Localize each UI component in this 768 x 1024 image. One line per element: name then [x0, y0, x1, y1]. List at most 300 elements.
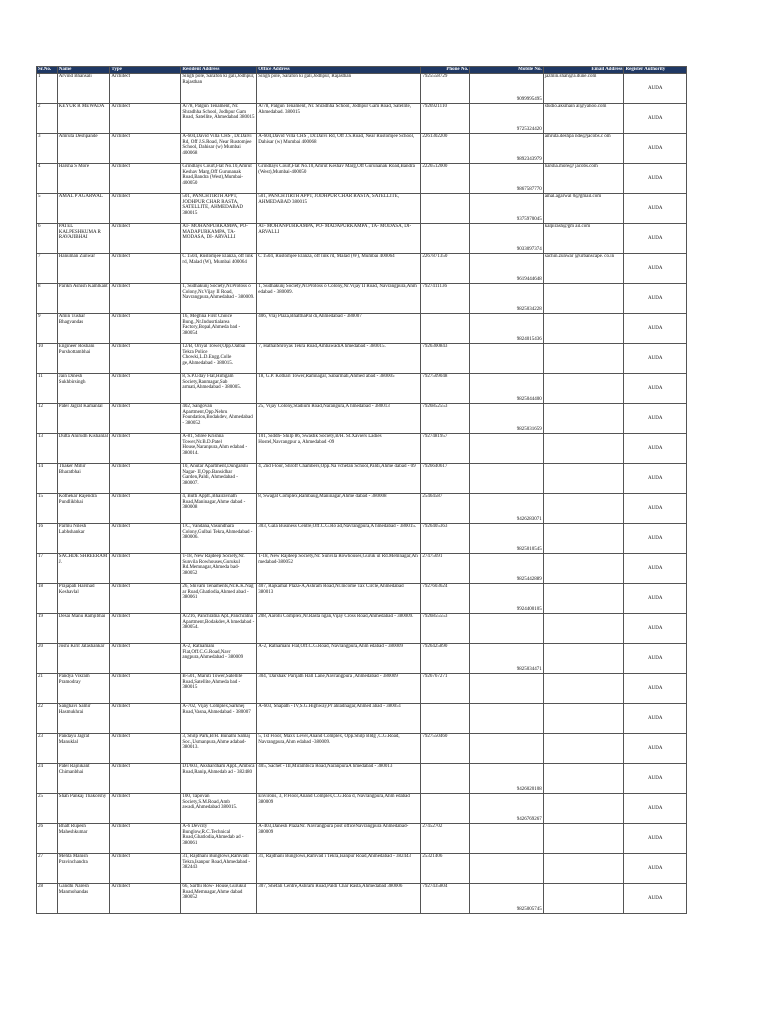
- cell-resident-address: 501, PANCHTIRTH APPT, JODHPUR CHAR RASTA, SATELLITE, AHMEDABAD 380015: [181, 194, 257, 224]
- cell-register-authority: AUDA: [624, 734, 687, 764]
- mobile-value: 9825010545: [516, 547, 542, 553]
- cell-email: kalpirash@gm ail.com: [543, 224, 624, 254]
- cell-mobile: [470, 224, 543, 254]
- cell-mobile: [470, 404, 543, 434]
- table-row: [37, 704, 687, 734]
- cell-register-authority: AUDA: [624, 164, 687, 194]
- cell-mobile: [470, 824, 543, 854]
- cell-register-authority: AUDA: [624, 794, 687, 824]
- cell-register-authority: AUDA: [624, 284, 687, 314]
- cell-name: Parikh Ashish Kamlkant: [57, 284, 110, 314]
- cell-email: [543, 674, 624, 704]
- table-row: [37, 644, 687, 674]
- cell-phone: 25321406: [421, 854, 470, 884]
- cell-phone: 25464587: [421, 494, 470, 524]
- cell-type: Architect: [110, 884, 181, 914]
- cell-name: Joshi Kirit Jatashankar: [57, 644, 110, 674]
- mobile-value: 9825031659: [516, 427, 542, 433]
- cell-mobile: [470, 734, 543, 764]
- cell-resident-address: 402, Sangovan Apartment,Opp.Nehru Foundation,Bodakdev, Ahmedabad - 380052: [181, 404, 257, 434]
- cell-name: Mehta Manish Pravinchandra: [57, 854, 110, 884]
- cell-sr-no: 22: [37, 704, 58, 734]
- cell-name: Gandhi Naresh Manmohandas: [57, 884, 110, 914]
- cell-office-address: 407, Rajkamal Plaza-A,Ashram Road,Nr.Income Tax Circle,Ahmedabad 380013: [257, 584, 421, 614]
- cell-type: Architect: [110, 194, 181, 224]
- cell-phone: 7927603624: [421, 584, 470, 614]
- cell-register-authority: AUDA: [624, 254, 687, 284]
- cell-resident-address: D1/603, Akshardham Appt.,Ambica Road,Ranip,Ahmedab ad - 382480: [181, 764, 257, 794]
- cell-type: Architect: [110, 584, 181, 614]
- table-row: [37, 104, 687, 134]
- table-row: [37, 74, 687, 104]
- cell-type: Architect: [110, 254, 181, 284]
- cell-name: Desai Manu Ramjibhai: [57, 614, 110, 644]
- cell-sr-no: 9: [37, 314, 58, 344]
- cell-mobile: [470, 74, 543, 104]
- cell-phone: 7927550460: [421, 734, 470, 764]
- header-resident-address: Resident Address: [181, 67, 257, 74]
- cell-office-address: 5, 1st Floor, Maxx Level,Anand Complex, Opp.Shilp Bldg ,C.G.Road, Navrangpura,Ahm edabad -380009.: [257, 734, 421, 764]
- cell-email: [543, 494, 624, 524]
- cell-sr-no: 16: [37, 524, 58, 554]
- mobile-value: 9033097374: [516, 247, 542, 253]
- cell-type: Architect: [110, 794, 181, 824]
- cell-resident-address: 8, S.P.Uday Flat,Himgam Society,Ranmagar,Sab armati,Ahmedabad - 380005.: [181, 374, 257, 404]
- table-row: [37, 554, 687, 584]
- cell-register-authority: AUDA: [624, 374, 687, 404]
- cell-register-authority: AUDA: [624, 134, 687, 164]
- cell-resident-address: A-6 Devcity Bunglow,R.C.Technical Road,Ghatlodia,Ahmedab ad - 380061: [181, 824, 257, 854]
- cell-phone: 7926921110: [421, 104, 470, 134]
- cell-name: Pandya Vikram Pramodray: [57, 674, 110, 704]
- cell-phone: 7927411136: [421, 284, 470, 314]
- cell-resident-address: A-2, Ratnamani Flat,Off.C.G.Road,Navr angpura,Ahmedabad - 380009: [181, 644, 257, 674]
- cell-register-authority: AUDA: [624, 464, 687, 494]
- cell-register-authority: AUDA: [624, 764, 687, 794]
- cell-register-authority: AUDA: [624, 524, 687, 554]
- cell-name: Amruta Deshpande: [57, 134, 110, 164]
- cell-type: Architect: [110, 674, 181, 704]
- cell-name: Patel Jagrat Kamanlal: [57, 404, 110, 434]
- table-row: [37, 434, 687, 464]
- cell-resident-address: 26, Shivam Tenaments,Nr.K.K.Nag ar Road,Ghatlodia,Ahmed abad - 380061: [181, 584, 257, 614]
- cell-mobile: [470, 764, 543, 794]
- cell-type: Architect: [110, 464, 181, 494]
- cell-mobile: [470, 254, 543, 284]
- cell-phone: 7926405363: [421, 524, 470, 554]
- cell-office-address: T-18, New Rajdeep Society,Nr. Sunvila Rowhouses,Guruk ul Rd.Memnagar,Ah medabad-380052: [257, 554, 421, 584]
- cell-register-authority: AUDA: [624, 194, 687, 224]
- cell-sr-no: 10: [37, 344, 58, 374]
- cell-type: Architect: [110, 734, 181, 764]
- cell-office-address: 101, Siddh- Shilp 86, Swastik Society,B/H. St.Xaviers Ladies Hostel,Navrangpur a, Ahmedabad -09: [257, 434, 421, 464]
- cell-resident-address: 16, Meghna First Choice Bung.,Nr.Indusrtialarea Factory,Bopal,Ahmeda bad - 380054: [181, 314, 257, 344]
- cell-type: Architect: [110, 854, 181, 884]
- cell-name: Hanuman Zunwar: [57, 254, 110, 284]
- cell-type: Architect: [110, 344, 181, 374]
- cell-email: [543, 644, 624, 674]
- cell-sr-no: 19: [37, 614, 58, 644]
- table-row: [37, 284, 687, 314]
- table-row: [37, 734, 687, 764]
- cell-name: PATEL KALPESHKUMA R RAVAJIBHAI: [57, 224, 110, 254]
- cell-name: Sanghavi Samir Hasmukhrai: [57, 704, 110, 734]
- cell-sr-no: 6: [37, 224, 58, 254]
- cell-name: Amin Tushar Bhagvandas: [57, 314, 110, 344]
- table-row: [37, 884, 687, 914]
- cell-register-authority: AUDA: [624, 644, 687, 674]
- table-row: [37, 794, 687, 824]
- header-mobile: Mobile No.: [470, 67, 543, 74]
- cell-mobile: [470, 164, 543, 194]
- cell-register-authority: AUDA: [624, 224, 687, 254]
- cell-name: Dutta Anirudh Kishanlal: [57, 434, 110, 464]
- mobile-value: 9619444648: [516, 277, 542, 283]
- cell-name: Patel Rajnikant Chimanbhai: [57, 764, 110, 794]
- cell-type: Architect: [110, 704, 181, 734]
- cell-sr-no: 23: [37, 734, 58, 764]
- cell-register-authority: AUDA: [624, 824, 687, 854]
- cell-register-authority: AUDA: [624, 614, 687, 644]
- cell-name: Jain Dinesh Sukhbirsingh: [57, 374, 110, 404]
- cell-sr-no: 21: [37, 674, 58, 704]
- cell-resident-address: 100, Tapovan Society,S.M.Road,Amb awadi,Ahmedabad 380015.: [181, 794, 257, 824]
- cell-office-address: 4, 2nd Floor, Shroff Chambers,Opp.Na vchetan School,Paldi,Ahme dabad - 09: [257, 464, 421, 494]
- table-row: [37, 194, 687, 224]
- table-row: [37, 824, 687, 854]
- mobile-value: 9824015436: [516, 337, 542, 343]
- cell-email: [543, 344, 624, 374]
- cell-sr-no: 12: [37, 404, 58, 434]
- cell-mobile: [470, 584, 543, 614]
- cell-sr-no: 3: [37, 134, 58, 164]
- mobile-value: 9375970045: [516, 217, 542, 223]
- cell-name: Parmu Nilesh Labhshankar: [57, 524, 110, 554]
- cell-name: Harsha S More: [57, 164, 110, 194]
- architect-register-sheet: [36, 66, 687, 914]
- table-row: [37, 524, 687, 554]
- table-row: [37, 164, 687, 194]
- cell-mobile: [470, 464, 543, 494]
- cell-name: Thaker Mihir Bharatbhai: [57, 464, 110, 494]
- header-office-address: Office Address: [257, 67, 421, 74]
- cell-phone: [421, 764, 470, 794]
- cell-office-address: A/78, Palgun Tenament, Nr. Shradhha School, Jodhpur Gam Road, Satellite, Ahmedabad. 380015: [257, 104, 421, 134]
- table-row: [37, 464, 687, 494]
- mobile-value: 9825044400: [516, 397, 542, 403]
- cell-phone: 2261302200: [421, 134, 470, 164]
- cell-register-authority: AUDA: [624, 884, 687, 914]
- header-email: Email Address: [543, 67, 624, 74]
- cell-office-address: Grindlays Court,Flat No.10,Amrut Keshav Marg,Off Gurunanak Road,Bandra (West),Mumbai-400050: [257, 164, 421, 194]
- cell-resident-address: 10, Anutar Apartment,Dungarshi Nagar- II,Opp.Bansidhar Garden,Paldi, Ahmedabad - 380007.: [181, 464, 257, 494]
- cell-mobile: [470, 854, 543, 884]
- cell-type: Architect: [110, 644, 181, 674]
- cell-name: AMAL P AGARWAL: [57, 194, 110, 224]
- cell-email: [543, 554, 624, 584]
- cell-office-address: A-403,Danesh PlazaNr. Navrangpura post officeNavrangpura Ahmedabad- 380009: [257, 824, 421, 854]
- cell-email: amruta.deshpa nde@jacobs.c om: [543, 134, 624, 164]
- table-row: [37, 674, 687, 704]
- cell-resident-address: 1/C, Vandana,Vasundhara Colony,Gulbai Tekra,Ahmedabad - 380006.: [181, 524, 257, 554]
- cell-type: Architect: [110, 824, 181, 854]
- cell-resident-address: A-604,David Villa CHS , Dr.Dalvi Rd, Off J.S.Road, Near Rustomjee School, Dahisar (w) Mumbai 400068: [181, 134, 257, 164]
- cell-office-address: 25, Vijay Colony,Stadium Road,Narangura,A hmedabad - 380013: [257, 404, 421, 434]
- mobile-value: 9426020108: [516, 787, 542, 793]
- cell-email: [543, 734, 624, 764]
- cell-type: Architect: [110, 434, 181, 464]
- cell-email: [543, 794, 624, 824]
- cell-mobile: [470, 314, 543, 344]
- mobile-value: 9867587770: [516, 187, 542, 193]
- mobile-value: 9825442889: [516, 577, 542, 583]
- mobile-value: 9825034228: [516, 307, 542, 313]
- cell-type: Architect: [110, 104, 181, 134]
- cell-type: Architect: [110, 554, 181, 584]
- cell-email: [543, 314, 624, 344]
- cell-type: Architect: [110, 404, 181, 434]
- cell-name: Bhatt Rupesh Maheshkumar: [57, 824, 110, 854]
- cell-phone: 7926640617: [421, 464, 470, 494]
- mobile-value: 9825034471: [516, 667, 542, 673]
- cell-office-address: 31, Rajdhani Bunglows,Ramvad i Tekra,Isanpur Road,Ahmedabad - 382443: [257, 854, 421, 884]
- cell-office-address: AT- MOHANPURKAMPA, PO- MADAPURKAMPA , TA- MODASA, DI- ARVALLI: [257, 224, 421, 254]
- cell-office-address: A-603, Shapath - IV,S.G.Highway,Pr ahladnagar,Ahmed abad - 380051: [257, 704, 421, 734]
- table-row: [37, 134, 687, 164]
- cell-sr-no: 1: [37, 74, 58, 104]
- cell-type: Architect: [110, 224, 181, 254]
- cell-sr-no: 13: [37, 434, 58, 464]
- cell-office-address: 303, Gala Business Centre,Off.C.G.Ro ad,Navrangpura,A hmedabad - 380015.: [257, 524, 421, 554]
- cell-register-authority: AUDA: [624, 854, 687, 884]
- header-sr-no: Sr.No.: [37, 67, 58, 74]
- cell-phone: 7926852553: [421, 404, 470, 434]
- cell-register-authority: AUDA: [624, 404, 687, 434]
- cell-sr-no: 5: [37, 194, 58, 224]
- cell-phone: [421, 794, 470, 824]
- cell-resident-address: 66, Sarthi Row- House,Gurukul Road,Memnagar,Ahme dabad 380052: [181, 884, 257, 914]
- cell-phone: 7926300843: [421, 344, 470, 374]
- cell-name: KEYUR R MEWADA: [57, 104, 110, 134]
- cell-register-authority: AUDA: [624, 554, 687, 584]
- cell-office-address: 304, 'Darshak' Parijath Hall Lane,Navrangpura ,Ahmedabad - 380009: [257, 674, 421, 704]
- cell-resident-address: 12/B, Oriyal Tower,Opp.Oalbai Tekra Police Chowki,L.D.Engg.Colle ge,Ahmedabad - 380015.: [181, 344, 257, 374]
- cell-mobile: [470, 134, 543, 164]
- cell-phone: 7927509048: [421, 374, 470, 404]
- cell-office-address: 7, HathalShroyas Tekra Road,AmbawadiA hmedabad - 380015.: [257, 344, 421, 374]
- cell-email: jazmin.shah@a.dune.com: [543, 74, 624, 104]
- cell-mobile: [470, 524, 543, 554]
- cell-office-address: A-604,David Villa CHS , Dr.Dalvi Rd, Off J.S.Road, Near Rustomjee School, Dahisar (w) Mumbai 400068: [257, 134, 421, 164]
- cell-type: Architect: [110, 524, 181, 554]
- cell-phone: 2267871350: [421, 254, 470, 284]
- cell-mobile: [470, 614, 543, 644]
- cell-sr-no: 8: [37, 284, 58, 314]
- cell-office-address: Environs, 3, P.Floor,Anand Complex,C.G.Roa d, Navrangpura,Ahm edabad 380009: [257, 794, 421, 824]
- table-row: [37, 344, 687, 374]
- cell-resident-address: A-702, Vijay Complex,Sarkhej Road,Vasna,Ahmedabad - 380007: [181, 704, 257, 734]
- cell-email: [543, 404, 624, 434]
- cell-mobile: [470, 704, 543, 734]
- table-row: [37, 314, 687, 344]
- cell-mobile: [470, 554, 543, 584]
- cell-sr-no: 14: [37, 464, 58, 494]
- cell-email: [543, 524, 624, 554]
- cell-register-authority: AUDA: [624, 584, 687, 614]
- cell-resident-address: B-501, Maruti Tower,Satellite Road,Satellite,Ahmeda bad - 380015: [181, 674, 257, 704]
- cell-name: Engineer Roshani Purshottambhai: [57, 344, 110, 374]
- cell-email: harsha.more@ jacobs.com: [543, 164, 624, 194]
- cell-resident-address: Grindlays Court,Flat No.10,Amrut Keshav Marg,Off Gurunanak Road,Bandra (West),Mumbai-400050: [181, 164, 257, 194]
- cell-phone: 27452702: [421, 824, 470, 854]
- cell-office-address: 406, Vraj Plaza,BhatthaPal di,Ahmedabad - 380007: [257, 314, 421, 344]
- cell-name: Pandayu Jagrat Manuklal: [57, 734, 110, 764]
- table-row: [37, 224, 687, 254]
- cell-mobile: [470, 674, 543, 704]
- cell-resident-address: A/78, Palgun Tenament, Nr. Shradhha School, Jodhpur Gam Road, Satellite, Ahmedabad 380015: [181, 104, 257, 134]
- cell-sr-no: 25: [37, 794, 58, 824]
- cell-register-authority: AUDA: [624, 704, 687, 734]
- cell-email: studio.aksmain al@yahoo.com: [543, 104, 624, 134]
- cell-register-authority: AUDA: [624, 494, 687, 524]
- table-row: [37, 584, 687, 614]
- cell-mobile: [470, 644, 543, 674]
- cell-name: SACHDE SHREERAM J.: [57, 554, 110, 584]
- cell-mobile: [470, 284, 543, 314]
- cell-resident-address: A/216, Panchratna Apt.,Panchratna Apartment,Bodakdev,A hmedabad - 380054.: [181, 614, 257, 644]
- cell-office-address: A-2, Ratnamani Flat,Off.C.G.Road, Navrangpura,Ahm edabad - 380009: [257, 644, 421, 674]
- cell-email: [543, 374, 624, 404]
- cell-office-address: Singh pole, Sarafon ki gali,Jodhpur, Rajasthan: [257, 74, 421, 104]
- cell-resident-address: AT- MOHANPURKAMPA, PO- MADAPURKAMPA, TA- MODASA, DI- ARVALLI: [181, 224, 257, 254]
- cell-sr-no: 15: [37, 494, 58, 524]
- cell-register-authority: AUDA: [624, 74, 687, 104]
- cell-email: [543, 464, 624, 494]
- cell-resident-address: Singh pole, Sarafon ki gali,Jodhpur, Rajasthan: [181, 74, 257, 104]
- table-row: [37, 404, 687, 434]
- cell-email: [543, 284, 624, 314]
- mobile-value: 9825005745: [516, 907, 542, 913]
- cell-sr-no: 26: [37, 824, 58, 854]
- cell-email: sachin.zunwar @urbanscape. co.in: [543, 254, 624, 284]
- cell-phone: 2226512000: [421, 164, 470, 194]
- cell-sr-no: 27: [37, 854, 58, 884]
- cell-phone: 7925558729: [421, 74, 470, 104]
- cell-register-authority: AUDA: [624, 674, 687, 704]
- cell-resident-address: 1, Sudhakunj Society,Nr.Protoss o Colony,Nr.Vijay II Road, Navrangpura,Ahmedabad - 380009.: [181, 284, 257, 314]
- cell-sr-no: 11: [37, 374, 58, 404]
- table-body: [37, 74, 687, 914]
- cell-phone: [421, 704, 470, 734]
- architect-table: [36, 66, 687, 914]
- cell-resident-address: A-81, Shree Krishna Tower,Nr.B.D.Patel House,Naranpura,Ahm edabad - 380014.: [181, 434, 257, 464]
- cell-type: Architect: [110, 164, 181, 194]
- cell-sr-no: 28: [37, 884, 58, 914]
- cell-phone: 27475691: [421, 554, 470, 584]
- cell-type: Architect: [110, 614, 181, 644]
- cell-sr-no: 18: [37, 584, 58, 614]
- cell-email: [543, 764, 624, 794]
- cell-office-address: 1, Sudhakunj Society,Nr.Protoss o Colony,Nr.Vijay II Road, Navrangpura,Ahm edabad - 380009.: [257, 284, 421, 314]
- header-name: Name: [57, 67, 110, 74]
- cell-resident-address: T-18, New Rajdeep Society,Nr. Sunvila Rowhouses,Gurukul Rd.Memnagar,Ahmeda bad- 380052: [181, 554, 257, 584]
- cell-name: Kothekar Rajendra Pundlikbhai: [57, 494, 110, 524]
- cell-type: Architect: [110, 134, 181, 164]
- cell-sr-no: 17: [37, 554, 58, 584]
- mobile-value: 9924400105: [516, 607, 542, 613]
- cell-email: [543, 704, 624, 734]
- cell-type: Architect: [110, 374, 181, 404]
- cell-phone: 7927435804: [421, 884, 470, 914]
- header-type: Type: [110, 67, 181, 74]
- cell-resident-address: 4, Butti Apptt.,Bhairavnath Road,Maninagar,Ahme dabad - 380008: [181, 494, 257, 524]
- mobile-value: 9426769267: [516, 817, 542, 823]
- cell-office-address: 8, Swagat Complex,Rambaug,Maninagar,Ahme dabad - 380008: [257, 494, 421, 524]
- cell-type: Architect: [110, 494, 181, 524]
- cell-type: Architect: [110, 314, 181, 344]
- cell-register-authority: AUDA: [624, 104, 687, 134]
- cell-resident-address: 31, Rajdhani Bunglows,Ramvadi Tekra,Isanpur Road,Ahmedabad - 382443: [181, 854, 257, 884]
- cell-office-address: 307, Shefali Centre,Ashram Road,Paldi Char Rasta,Ahmedabad 380006: [257, 884, 421, 914]
- cell-mobile: [470, 494, 543, 524]
- cell-mobile: [470, 104, 543, 134]
- cell-office-address: C 1504, Rustomjee Elanza, off link rd, Malad (W), Mumbai 400064: [257, 254, 421, 284]
- cell-phone: [421, 224, 470, 254]
- cell-email: amal.agarwal 0@gmail.com: [543, 194, 624, 224]
- mobile-value: 9892343979: [516, 157, 542, 163]
- cell-mobile: [470, 344, 543, 374]
- cell-sr-no: 2: [37, 104, 58, 134]
- cell-office-address: 501, PANCHTIRTH APPT, JODHPUR CHAR RASTA, SATELLITE, AHMEDABAD 380015: [257, 194, 421, 224]
- cell-name: Prajapati Harshad Keshavlal: [57, 584, 110, 614]
- cell-phone: 7927481957: [421, 434, 470, 464]
- cell-email: [543, 884, 624, 914]
- cell-email: [543, 854, 624, 884]
- mobile-value: 9426283071: [516, 517, 542, 523]
- cell-mobile: [470, 194, 543, 224]
- cell-office-address: 208, Aarohi Complex,Nr.Rasta ngan,Vijay Cross Road,Ahmedabad - 380009.: [257, 614, 421, 644]
- cell-sr-no: 7: [37, 254, 58, 284]
- cell-resident-address: 3, Shilp Park,B/H. Bunalhi Samaj Soc.,Usmanpura,Ahme adabad- 380013.: [181, 734, 257, 764]
- cell-sr-no: 4: [37, 164, 58, 194]
- cell-mobile: [470, 434, 543, 464]
- mobile-value: 9725324420: [516, 127, 542, 133]
- cell-email: [543, 824, 624, 854]
- cell-office-address: 405, Sachet - III,Mirambica Road,NaranpuraA hmedabad - 380013: [257, 764, 421, 794]
- cell-register-authority: AUDA: [624, 314, 687, 344]
- cell-phone: 7926855553: [421, 614, 470, 644]
- mobile-value: 9099995495: [516, 97, 542, 103]
- cell-type: Architect: [110, 74, 181, 104]
- cell-type: Architect: [110, 284, 181, 314]
- cell-phone: [421, 194, 470, 224]
- cell-name: Arvind Bhansali: [57, 74, 110, 104]
- cell-sr-no: 24: [37, 764, 58, 794]
- table-row: [37, 494, 687, 524]
- table-row: [37, 254, 687, 284]
- cell-phone: 7926767271: [421, 674, 470, 704]
- cell-office-address: 18, G.P. Kothari Tower,Ramnagar, Sabarmati,Ahmed abad - 380005: [257, 374, 421, 404]
- cell-name: Shah Pankaj Thakorshy: [57, 794, 110, 824]
- cell-phone: 7926425890: [421, 644, 470, 674]
- cell-register-authority: AUDA: [624, 344, 687, 374]
- cell-email: [543, 614, 624, 644]
- cell-mobile: [470, 794, 543, 824]
- cell-type: Architect: [110, 764, 181, 794]
- table-row: [37, 764, 687, 794]
- cell-email: [543, 434, 624, 464]
- cell-mobile: [470, 374, 543, 404]
